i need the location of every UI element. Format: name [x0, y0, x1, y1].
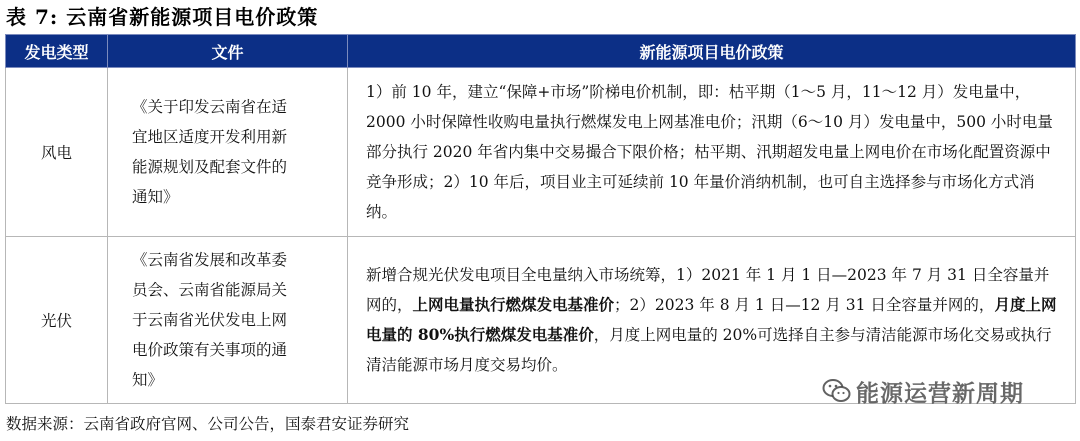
table-title: 表 7: 云南省新能源项目电价政策 — [6, 5, 319, 29]
header-document: 文件 — [108, 35, 348, 68]
source-note: 数据来源：云南省政府官网、公司公告，国泰君安证券研究 — [6, 415, 410, 433]
watermark-text: 能源运营新周期 — [856, 380, 1024, 407]
document-line: 通知》 — [132, 188, 179, 206]
document-line: 宜地区适度开发利用新 — [132, 128, 288, 146]
policy-highlight: 上网电量执行燃煤发电基准价 — [412, 295, 615, 314]
policy-text-part: ；2）2023 年 8 月 1 日—12 月 31 日全容量并网的， — [614, 296, 995, 314]
document-line: 知》 — [132, 371, 164, 389]
document-line: 员会、云南省能源局关 — [132, 281, 288, 299]
policy-table — [5, 34, 1076, 404]
document-line: 能源规划及配套文件的 — [132, 158, 288, 176]
header-policy: 新能源项目电价政策 — [348, 35, 1076, 68]
cell-type: 风电 — [6, 68, 108, 237]
cell-document — [108, 68, 348, 237]
policy-text-part: 新增合规光伏发电项目全电量纳入市场统筹，1）2021 年 1 月 1 日—2023 年 7 月 31 日全容量并网的， — [366, 266, 1050, 314]
policy-text-part: ，月度上网电量的 20%可选择自主参与清洁能源市场化交易或执行清洁能源市场月度交易均价。 — [366, 326, 1052, 374]
document-line: 《云南省发展和改革委 — [132, 251, 288, 269]
document-line: 电价政策有关事项的通 — [132, 341, 288, 359]
document-line: 《关于印发云南省在适 — [132, 98, 288, 116]
cell-type: 光伏 — [6, 237, 108, 404]
header-type: 发电类型 — [6, 35, 108, 68]
cell-policy: 1）前 10 年，建立“保障+市场”阶梯电价机制，即：枯平期（1～5 月，11～12 月）发电量中，2000 小时保障性收购电量执行燃煤发电上网基准电价；汛期（6～10 月）发电量中，500 小时电量部分执行 2020 年省内集中交易撮合下限价格；枯平期、汛期超发电量上网电价在市场化配置资源中竞争形成；2）10 年后，项目业主可延续前 10 年量价消纳机制，也可自主选择参与市场化方式消纳。 — [348, 68, 1076, 237]
header-row — [6, 35, 1076, 68]
table-row — [6, 68, 1076, 237]
table-row — [6, 237, 1076, 404]
cell-document — [108, 237, 348, 404]
document-line: 于云南省光伏发电上网 — [132, 311, 288, 329]
policy-highlight: 月度上网电量的 80%执行燃煤发电基准价 — [366, 295, 1057, 344]
cell-policy — [348, 237, 1076, 404]
